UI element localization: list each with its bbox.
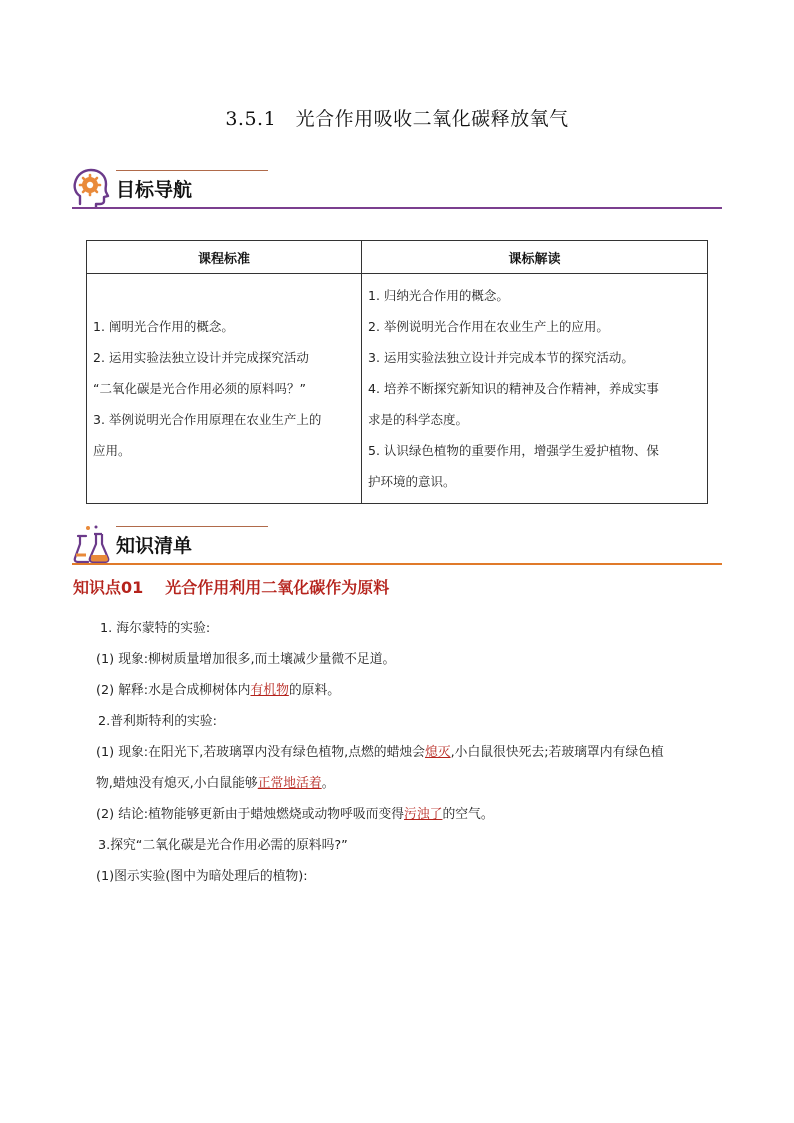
text-line: 2.普利斯特利的实验: [98,714,217,729]
cell-line: 3. 举例说明光合作用原理在农业生产上的 [93,412,322,427]
text-segment: (1) 现象:在阳光下,若玻璃罩内没有绿色植物,点燃的蜡烛会 [96,745,425,760]
section-top-rule [116,170,268,171]
text-line: (1)图示实验(图中为暗处理后的植物): [96,869,308,884]
section-divider [72,563,722,565]
cell-line: 1. 归纳光合作用的概念。 [368,288,509,303]
knowledge-point-number: 知识点01 [73,578,144,597]
page-title: 3.5.1 光合作用吸收二氧化碳释放氧气 [225,108,569,130]
cell-line: 3. 运用实验法独立设计并完成本节的探究活动。 [368,350,634,365]
text-line [96,679,340,698]
head-gear-icon [72,168,110,208]
cell-line: 求是的科学态度。 [368,412,469,427]
knowledge-point-heading [73,575,389,598]
text-line [96,803,494,822]
text-segment: 物,蜡烛没有熄灭,小白鼠能够 [96,776,258,791]
text-segment: (2) 解释:水是合成柳树体内 [96,683,251,698]
text-segment: (2) 结论:植物能够更新由于蜡烛燃烧或动物呼吸而变得 [96,807,405,822]
curriculum-table [86,240,708,504]
text-segment: 的空气。 [442,807,494,822]
section-title: 知识清单 [116,535,193,557]
table-cell-standards [87,274,362,504]
section-divider [72,207,722,209]
text-segment: 的原料。 [288,683,341,698]
cell-line: 护环境的意识。 [368,474,456,489]
answer-highlight: 熄灭 [424,745,451,760]
text-line: 1. 海尔蒙特的实验: [100,621,211,636]
cell-line: 4. 培养不断探究新知识的精神及合作精神，养成实事 [368,381,659,396]
cell-line: 2. 运用实验法独立设计并完成探究活动 [93,350,309,365]
answer-highlight: 污浊了 [404,807,443,822]
cell-line: 1. 阐明光合作用的概念。 [93,319,234,334]
table-cell-interpretation [362,274,708,504]
table-header-row [87,241,708,274]
table-header-cell: 课标解读 [362,241,708,274]
answer-highlight: 有机物 [250,683,289,698]
section-header-goals [72,168,722,208]
text-line [96,741,664,760]
flask-icon [72,524,110,564]
text-line [96,772,334,791]
section-title: 目标导航 [116,179,193,201]
answer-highlight: 正常地活着 [257,776,322,791]
text-line: 3.探究“二氧化碳是光合作用必需的原料吗?” [98,838,348,853]
knowledge-point-name: 光合作用利用二氧化碳作为原料 [165,578,390,597]
cell-line: 应用。 [93,443,131,458]
section-top-rule [116,526,268,527]
section-header-knowledge [72,524,722,564]
cell-line: 2. 举例说明光合作用在农业生产上的应用。 [368,319,609,334]
text-segment: ,小白鼠很快死去;若玻璃罩内有绿色植 [450,745,664,760]
text-line: (1) 现象:柳树质量增加很多,而土壤减少量微不足道。 [96,652,396,667]
table-header-cell: 课程标准 [87,241,362,274]
cell-line: 5. 认识绿色植物的重要作用，增强学生爱护植物、保 [368,443,659,458]
table-row [87,274,708,504]
text-segment: 。 [321,776,335,791]
cell-line: “二氧化碳是光合作用必须的原料吗？” [93,381,306,396]
